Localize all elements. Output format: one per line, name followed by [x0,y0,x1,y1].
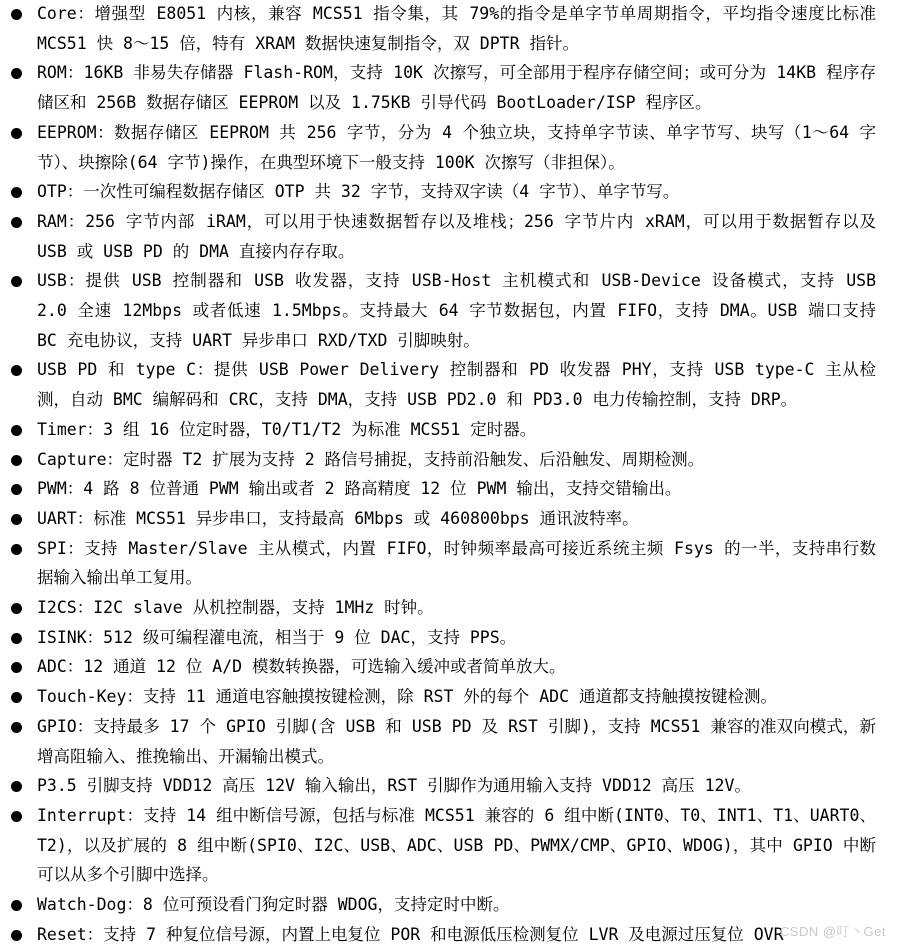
list-item-text: ROM：16KB 非易失存储器 Flash-ROM，支持 10K 次擦写，可全部用于程序存储空间；或可分为 14KB 程序存储区和 256B 数据存储区 EEPROM 以及 1.75KB 引导代码 BootLoader/ISP 程序区。 [37,63,876,113]
list-item [0,682,900,712]
list-item-text: UART：标准 MCS51 异步串口，支持最高 6Mbps 或 460800bps 通讯波特率。 [37,508,639,528]
list-item-text: PWM：4 路 8 位普通 PWM 输出或者 2 路高精度 12 位 PWM 输出，支持交错输出。 [37,479,682,499]
bullet-icon [11,514,22,525]
bullet-icon [11,187,22,198]
list-item-text: Touch-Key：支持 11 通道电容触摸按键检测，除 RST 外的每个 ADC 通道都支持触摸按键检测。 [37,687,777,707]
list-item [0,504,900,534]
bullet-icon [11,128,22,139]
list-item [0,593,900,623]
list-item [0,207,900,266]
bullet-icon [11,603,22,614]
list-item-text: RAM：256 字节内部 iRAM，可以用于快速数据暂存以及堆栈；256 字节片内 xRAM，可以用于数据暂存以及 USB 或 USB PD 的 DMA 直接内存存取。 [37,211,876,261]
list-item [0,534,900,593]
list-item [0,58,900,117]
list-item-text: ADC：12 通道 12 位 A/D 模数转换器，可选输入缓冲或者简单放大。 [37,657,566,677]
list-item [0,0,900,58]
list-item-text: OTP：一次性可编程数据存储区 OTP 共 32 字节，支持双字读（4 字节）、单字节写。 [37,182,680,202]
bullet-icon [11,425,22,436]
list-item [0,712,900,771]
list-item-text: SPI：支持 Master/Slave 主从模式，内置 FIFO，时钟频率最高可接近系统主频 Fsys 的一半，支持串行数据输入输出单工复用。 [37,538,876,588]
list-item-text: USB：提供 USB 控制器和 USB 收发器，支持 USB-Host 主机模式和 USB-Device 设备模式，支持 USB 2.0 全速 12Mbps 或者低速 1.5Mbps。支持最大 64 字节数据包，内置 FIFO，支持 DMA。USB 端口支持 BC 充电协议，支持 UART 异步串口 RXD/TXD 引脚映射。 [37,271,876,350]
list-item-text: Timer：3 组 16 位定时器，T0/T1/T2 为标准 MCS51 定时器。 [37,419,537,439]
bullet-icon [11,217,22,228]
list-item [0,890,900,920]
list-item-text: ISINK：512 级可编程灌电流，相当于 9 位 DAC，支持 PPS。 [37,627,517,647]
list-item-text: Reset：支持 7 种复位信号源，内置上电复位 POR 和电源低压检测复位 LVR 及电源过压复位 OVR [37,924,784,944]
list-item [0,920,900,948]
list-item-text: USB PD 和 type C：提供 USB Power Delivery 控制器和 PD 收发器 PHY，支持 USB type-C 主从检测，自动 BMC 编解码和 CRC，支持 DMA，支持 USB PD2.0 和 PD3.0 电力传输控制，支持 DRP。 [37,360,876,410]
list-item [0,801,900,890]
bullet-icon [11,276,22,287]
list-item-text: P3.5 引脚支持 VDD12 高压 12V 输入输出，RST 引脚作为通用输入支持 VDD12 高压 12V。 [37,776,751,796]
bullet-icon [11,811,22,822]
list-item-text: Core：增强型 E8051 内核，兼容 MCS51 指令集，其 79%的指令是单字节单周期指令，平均指令速度比标准 MCS51 快 8～15 倍，特有 XRAM 数据快速复制指令，双 DPTR 指针。 [37,4,876,53]
bullet-icon [11,781,22,792]
bullet-icon [11,722,22,733]
list-item [0,445,900,475]
bullet-icon [11,455,22,466]
list-item [0,118,900,177]
list-item-text: I2CS：I2C slave 从机控制器，支持 1MHz 时钟。 [37,598,434,618]
bullet-icon [11,68,22,79]
bullet-icon [11,365,22,376]
list-item-text: Capture：定时器 T2 扩展为支持 2 路信号捕捉，支持前沿触发、后沿触发、周期检测。 [37,449,705,469]
list-item [0,623,900,653]
bullet-icon [11,484,22,495]
list-item-text: Interrupt：支持 14 组中断信号源，包括与标准 MCS51 兼容的 6 组中断(INT0、T0、INT1、T1、UART0、T2)，以及扩展的 8 组中断(SPI0、I2C、USB、ADC、USB PD、PWMX/CMP、GPIO、WDOG)，其中 GPIO 中断可以从多个引脚中选择。 [37,805,876,885]
list-item-text: EEPROM：数据存储区 EEPROM 共 256 字节，分为 4 个独立块，支持单字节读、单字节写、块写（1～64 字节）、块擦除(64 字节)操作，在典型环境下一般支持 100K 次擦写（非担保）。 [37,122,876,172]
bullet-icon [11,544,22,555]
list-item [0,771,900,801]
bullet-icon [11,633,22,644]
bullet-icon [11,662,22,673]
list-item-text: GPIO：支持最多 17 个 GPIO 引脚(含 USB 和 USB PD 及 RST 引脚)，支持 MCS51 兼容的准双向模式，新增高阻输入、推挽输出、开漏输出模式。 [37,716,876,766]
list-item-text: Watch-Dog：8 位可预设看门狗定时器 WDOG，支持定时中断。 [37,895,510,915]
list-item [0,652,900,682]
list-item [0,177,900,207]
bullet-icon [11,9,22,20]
list-item [0,415,900,445]
bullet-icon [11,900,22,911]
list-item [0,266,900,355]
list-item [0,355,900,414]
watermark: CSDN @叮丶Get [779,924,886,939]
bullet-icon [11,692,22,703]
bullet-icon [11,930,22,941]
list-item [0,474,900,504]
